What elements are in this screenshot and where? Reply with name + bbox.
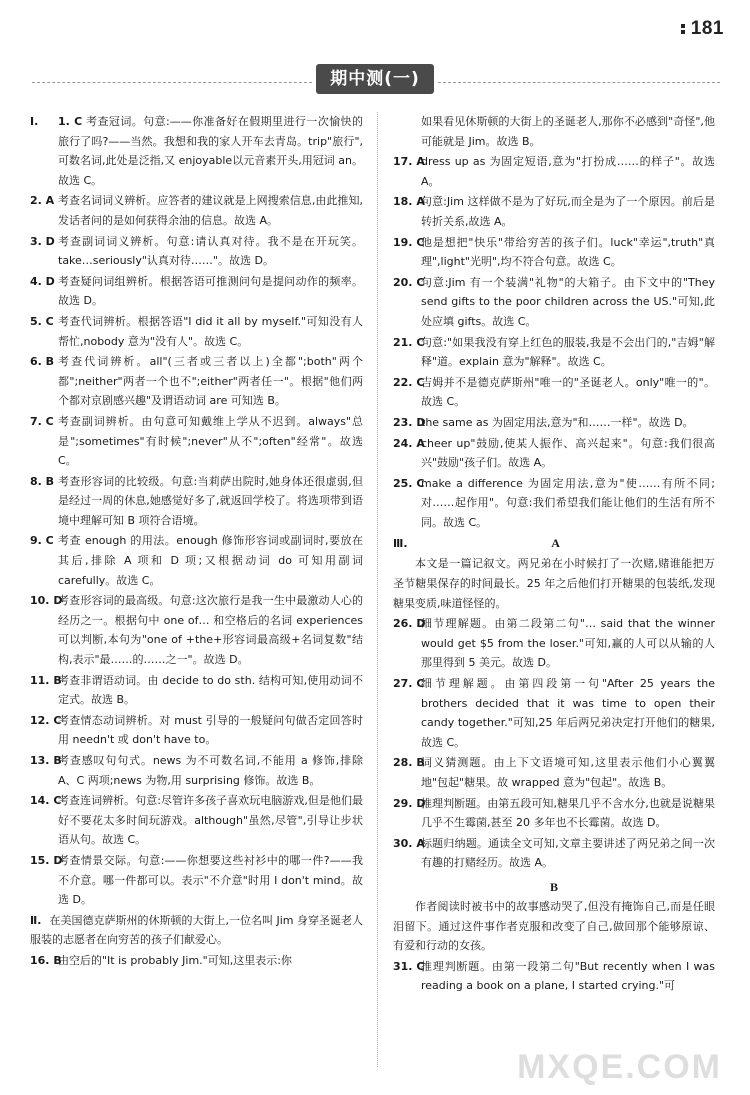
answer-item: 23. D the same as 为固定用法,意为"和……一样"。故选 D。: [393, 415, 694, 429]
answer-item: 22. C 吉姆并不是德克萨斯州"唯一的"圣诞老人。only"唯一的"。故选 C。: [393, 375, 715, 409]
answer-item: 27. C 细节理解题。由第四段第一句"After 25 years the brothers decided that it was time to open their candy together."可知,25 年后两兄弟决定打开他们的糖果,故选 C。: [393, 677, 715, 749]
answer-item: 26. D 细节理解题。由第二段第二句"… said that the winner would get $5 from the loser."可知,赢的人可以从输的人那里得到 5 美元。故选 D。: [393, 617, 715, 670]
answer-item: 29. D 推理判断题。由第五段可知,糖果几乎不含水分,也就是说糖果几乎不生霉菌,甚至 20 多年也不长霉菌。故选 D。: [393, 796, 715, 830]
answer-item: 7. C 考查副词辨析。由句意可知戴维上学从不迟到。always"总是";sometimes"有时候";never"从不";often"经常"。故选 C。: [30, 414, 363, 468]
answer-item: 17. A dress up as 为固定短语,意为"打扮成……的样子"。故选 A。: [393, 155, 715, 188]
section-heading: Ⅲ. A: [393, 536, 560, 551]
answer-item: 16. B 由空后的"It is probably Jim."可知,这里表示:你: [30, 953, 292, 967]
watermark: MXQE.COM: [517, 1048, 722, 1086]
answer-item: 30. A 标题归纳题。通读全文可知,文章主要讲述了两兄弟之间一次有趣的打赌经历。故选 A。: [393, 836, 715, 870]
answer-item: 21. C 句意:"如果我没有穿上红色的服装,我是不会出门的,"吉姆"解释"道。explain 意为"解释"。故选 C。: [393, 335, 715, 369]
page-marker-icon: [681, 22, 685, 36]
answer-item: 25. C make a difference 为固定用法,意为"使……有所不同;对……起作用"。句意:我们希望我们能让他们的生活有所不同。故选 C。: [393, 476, 715, 529]
column-divider: [377, 112, 378, 1067]
answer-item: 2. A 考查名词词义辨析。应答者的建议就是上网搜索信息,由此推知,发话者问的是如何获得余油的信息。故选 A。: [30, 194, 363, 227]
answer-item: 10. D 考查形容词的最高级。句意:这次旅行是我一生中最激动人心的经历之一。根据句中 one of… 和空格后的名词 experiences 可以判断,本句为"one of +the+形容词最高级+名词复数"结构,表示"最……的……之一"。故选 D。: [30, 594, 363, 667]
answer-item: 20. C 句意:Jim 有一个装满"礼物"的大箱子。由下文中的"They send gifts to the poor children across the US."可知,此处应填 gifts。故选 C。: [393, 275, 715, 328]
answer-item: 15. D 考查情景交际。句意:——你想要这些衬衫中的哪一件?——我不介意。哪一件都可以。表示"不介意"时用 I don't mind。故选 D。: [30, 853, 363, 907]
answer-item: 3. D 考查副词词义辨析。句意:请认真对待。我不是在开玩笑。take…seriously"认真对待……"。故选 D。: [30, 234, 363, 268]
header-rule-left: [32, 82, 312, 83]
left-column: [30, 112, 363, 972]
answer-item: 11. B 考查非谓语动词。由 decide to do sth. 结构可知,使用动词不定式。故选 B。: [30, 673, 363, 707]
answer-item: 14. C 考查连词辨析。句意:尽管许多孩子喜欢玩电脑游戏,但是他们最好不要花太多时间玩游戏。although"虽然,尽管",引导让步状语从句。故选 C。: [30, 794, 363, 847]
page-number: 181: [681, 18, 724, 40]
answer-item: 18. A 句意:Jim 这样做不是为了好玩,而全是为了一个原因。前后是转折关系,故选 A。: [393, 195, 715, 228]
passage-intro: Ⅱ. 在美国德克萨斯州的休斯顿的大街上,一位名叫 Jim 身穿圣诞老人服装的志愿者在向穷苦的孩子们献爱心。: [30, 913, 363, 947]
answer-item: 4. D 考查疑问词组辨析。根据答语可推测问句是提问动作的频率。故选 D。: [30, 274, 363, 308]
answer-item: 5. C 考查代词辨析。根据答语"I did it all by myself."可知没有人帮忙,nobody 意为"没有人"。故选 C。: [30, 314, 363, 348]
section-heading: B: [549, 879, 558, 894]
answer-item: Ⅰ. 1. C 考查冠词。句意:——你准备好在假期里进行一次愉快的旅行了吗?——当然。我想和我的家人开车去青岛。trip"旅行",可数名词,此处是泛指,又 enjoyable以元音素开头,用冠词 an。故选 C。: [30, 115, 363, 187]
answer-item: 8. B 考查形容词的比较级。句意:当莉萨出院时,她身体还很虚弱,但是经过一周的休息,她感觉好多了,就返回学校了。将选项带到语境中理解可知 B 项符合语境。: [30, 474, 363, 527]
answer-item: 13. B 考查感叹句句式。news 为不可数名词,不能用 a 修饰,排除 A、C 两项;news 为物,用 surprising 修饰。故选 B。: [30, 754, 363, 787]
answer-item: 12. C 考查情态动词辨析。对 must 引导的一般疑问句做否定回答时用 needn't 或 don't have to。: [30, 713, 363, 747]
answer-item: 19. C 他是想把"快乐"带给穷苦的孩子们。luck"幸运",truth"真理",light"光明",均不符合句意。故选 C。: [393, 235, 715, 269]
answer-item: 24. A cheer up"鼓励,使某人振作、高兴起来"。句意:我们很高兴"鼓励"孩子们。故选 A。: [393, 436, 715, 470]
answer-item: 9. C 考查 enough 的用法。enough 修饰形容词或副词时,要放在其后,排除 A 项和 D 项;又根据动词 do 可知用副词 carefully。故选 C。: [30, 534, 363, 587]
answer-continuation: 如果看见休斯顿的大街上的圣诞老人,那你不必感到"奇怪",他可能就是 Jim。故选 B。: [421, 115, 715, 148]
right-column: [393, 112, 715, 997]
section-title: 期中测(一): [316, 64, 434, 94]
answer-item: 31. C 推理判断题。由第一段第二句"But recently when I was reading a book on a plane, I started crying."可: [393, 959, 715, 993]
passage-intro: 本文是一篇记叙文。两兄弟在小时候打了一次赌,赌谁能把万圣节糖果保存的时间最长。25 年之后他们打开糖果的包装纸,发现糖果变质,味道怪怪的。: [393, 557, 715, 610]
answer-item: 28. B 词义猜测题。由上下文语境可知,这里表示他们小心翼翼地"包起"糖果。故 wrapped 意为"包起"。故选 B。: [393, 756, 715, 789]
header-rule-right: [438, 82, 720, 83]
answer-item: 6. B 考查代词辨析。all"(三者或三者以上)全都";both"两个都";neither"两者一个也不";either"两者任一"。根据"他们两个都对京剧感兴趣"及谓语动词 are 可知选 B。: [30, 355, 363, 408]
passage-intro: 作者阅读时被书中的故事感动哭了,但没有掩饰自己,而是任眼泪留下。通过这件事作者克服和改变了自己,做回那个能够原谅、有爱和行动的女孩。: [393, 899, 715, 953]
